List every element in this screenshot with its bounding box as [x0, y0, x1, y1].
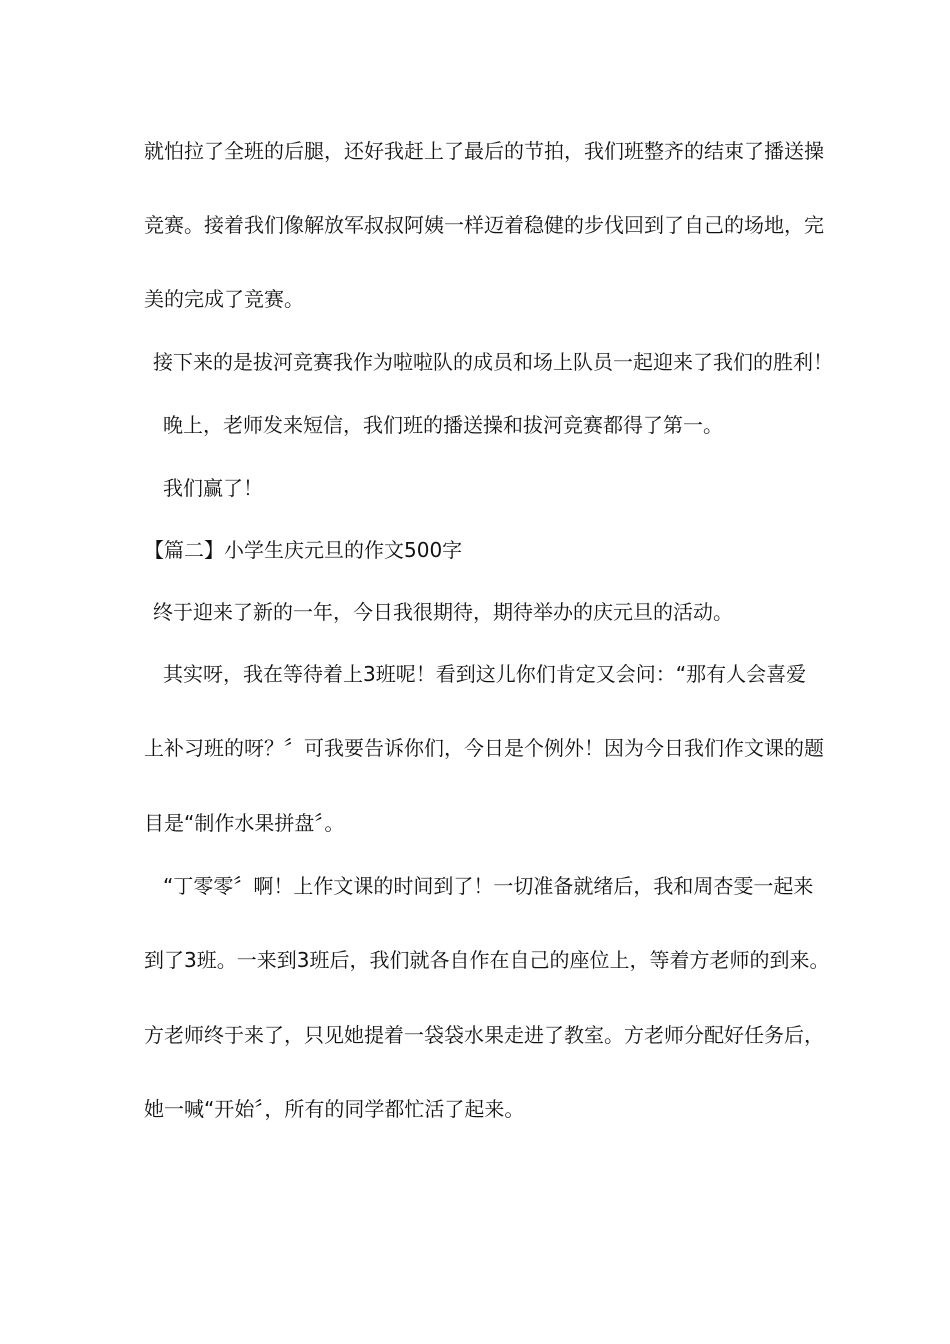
paragraph-line-12: 到了3班。一来到3班后，我们就各自作在自己的座位上，等着方老师的到来。	[144, 948, 830, 972]
paragraph-line-4: 接下来的是拔河竞赛我作为啦啦队的成员和场上队员一起迎来了我们的胜利！	[153, 350, 833, 374]
paragraph-line-5: 晚上，老师发来短信，我们班的播送操和拔河竞赛都得了第一。	[163, 413, 723, 437]
paragraph-line-10: 目是“制作水果拼盘〞。	[144, 811, 345, 835]
section-heading: 【篇二】小学生庆元旦的作文500字	[144, 538, 463, 562]
paragraph-line-3: 美的完成了竞赛。	[144, 287, 304, 311]
paragraph-line-14: 她一喊“开始〞，所有的同学都忙活了起来。	[144, 1097, 525, 1121]
paragraph-line-7: 终于迎来了新的一年，今日我很期待，期待举办的庆元旦的活动。	[153, 600, 733, 624]
paragraph-line-2: 竞赛。接着我们像解放军叔叔阿姨一样迈着稳健的步伐回到了自己的场地，完	[144, 213, 824, 237]
paragraph-line-6: 我们赢了！	[163, 476, 263, 500]
paragraph-line-8: 其实呀，我在等待着上3班呢！看到这儿你们肯定又会问：“那有人会喜爱	[163, 662, 807, 686]
paragraph-line-9: 上补习班的呀？〞可我要告诉你们，今日是个例外！因为今日我们作文课的题	[144, 736, 824, 760]
paragraph-line-13: 方老师终于来了，只见她提着一袋袋水果走进了教室。方老师分配好任务后，	[144, 1023, 824, 1047]
paragraph-line-1: 就怕拉了全班的后腿，还好我赶上了最后的节拍，我们班整齐的结束了播送操	[144, 139, 824, 163]
paragraph-line-11: “丁零零〞啊！上作文课的时间到了！一切准备就绪后，我和周杏雯一起来	[163, 874, 814, 898]
